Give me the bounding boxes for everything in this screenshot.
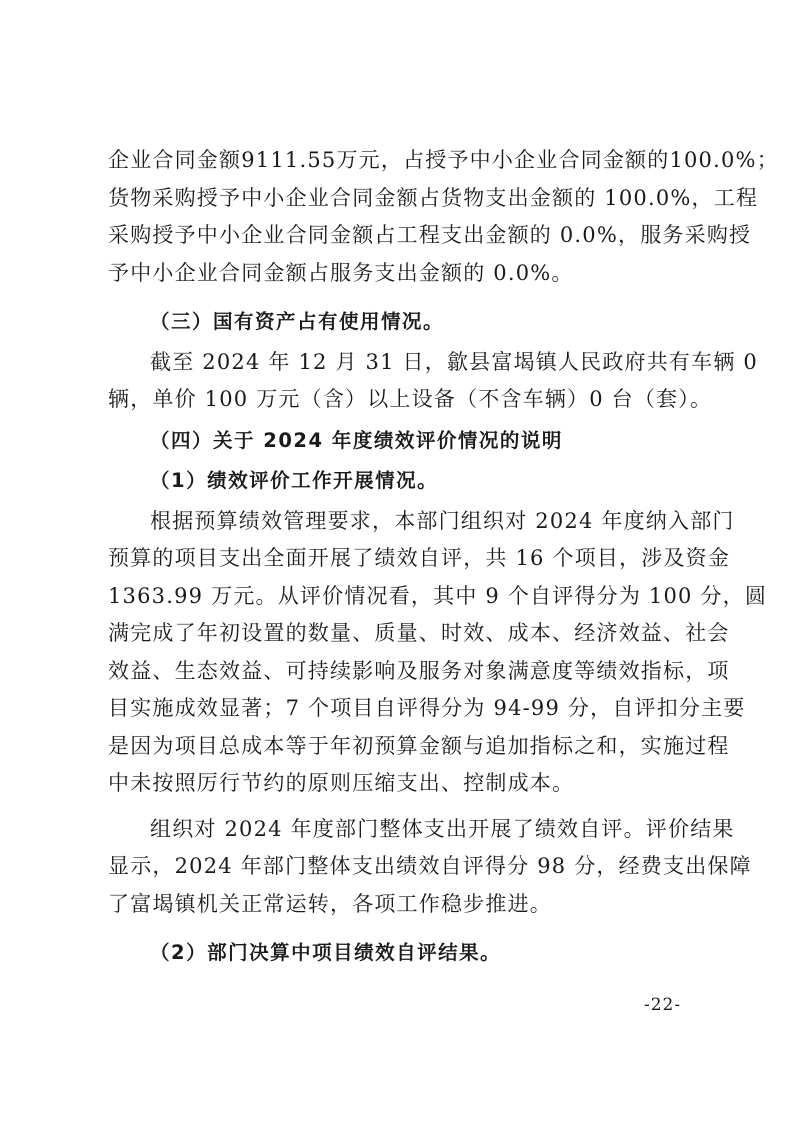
subheading-evaluation-work: （1）绩效评价工作开展情况。 bbox=[150, 469, 439, 492]
spacer bbox=[108, 923, 690, 931]
paragraph-overall-expenditure bbox=[108, 811, 752, 924]
paragraph-line: 采购授予中小企业合同金额占工程支出金额的 0.0%，服务采购授 bbox=[108, 223, 752, 247]
paragraph-line: 了富堨镇机关正常运转，各项工作稳步推进。 bbox=[108, 891, 552, 916]
paragraph-line: 满完成了年初设置的数量、质量、时效、成本、经济效益、社会 bbox=[108, 621, 730, 645]
paragraph-line: 企业合同金额9111.55万元，占授予中小企业合同金额的100.0%； bbox=[108, 148, 779, 172]
paragraph-line: 显示，2024 年部门整体支出绩效自评得分 98 分，经费支出保障 bbox=[108, 854, 752, 878]
document-body bbox=[108, 142, 779, 975]
paragraph-line: 根据预算绩效管理要求，本部门组织对 2024 年度纳入部门 bbox=[150, 508, 735, 533]
paragraph-line: 组织对 2024 年度部门整体支出开展了绩效自评。评价结果 bbox=[150, 816, 735, 841]
paragraph-state-assets bbox=[108, 344, 758, 419]
paragraph-line: 截至 2024 年 12 月 31 日，歙县富堨镇人民政府共有车辆 0 bbox=[150, 349, 758, 374]
paragraph-line: 货物采购授予中小企业合同金额占货物支出金额的 100.0%，工程 bbox=[108, 185, 759, 210]
paragraph-line: 预算的项目支出全面开展了绩效自评，共 16 个项目，涉及资金 bbox=[108, 546, 731, 570]
paragraph-evaluation-work bbox=[108, 503, 768, 803]
section-heading-performance-evaluation: （四）关于 2024 年度绩效评价情况的说明 bbox=[150, 428, 563, 452]
spacer bbox=[108, 292, 690, 300]
spacer bbox=[108, 803, 690, 811]
paragraph-line: 中未按照厉行节约的原则压缩支出、控制成本。 bbox=[108, 771, 575, 795]
subheading-project-results: （2）部门决算中项目绩效自评结果。 bbox=[150, 941, 502, 964]
paragraph-line: 是因为项目总成本等于年初预算金额与追加指标之和，实施过程 bbox=[108, 733, 730, 758]
paragraph-line: 效益、生态效益、可持续影响及服务对象满意度等绩效指标，项 bbox=[108, 658, 730, 683]
paragraph-line: 1363.99 万元。从评价情况看，其中 9 个自评得分为 100 分，圆 bbox=[108, 583, 768, 608]
page-number: -22- bbox=[644, 995, 682, 1015]
paragraph-line: 目实施成效显著；7 个项目自评得分为 94-99 分，自评扣分主要 bbox=[108, 696, 746, 720]
paragraph-line: 予中小企业合同金额占服务支出金额的 0.0%。 bbox=[108, 260, 574, 285]
paragraph-line: 辆，单价 100 万元（含）以上设备（不含车辆）0 台（套）。 bbox=[108, 387, 713, 411]
paragraph-procurement-sme bbox=[108, 142, 779, 292]
section-heading-state-assets: （三）国有资产占有使用情况。 bbox=[150, 310, 445, 333]
